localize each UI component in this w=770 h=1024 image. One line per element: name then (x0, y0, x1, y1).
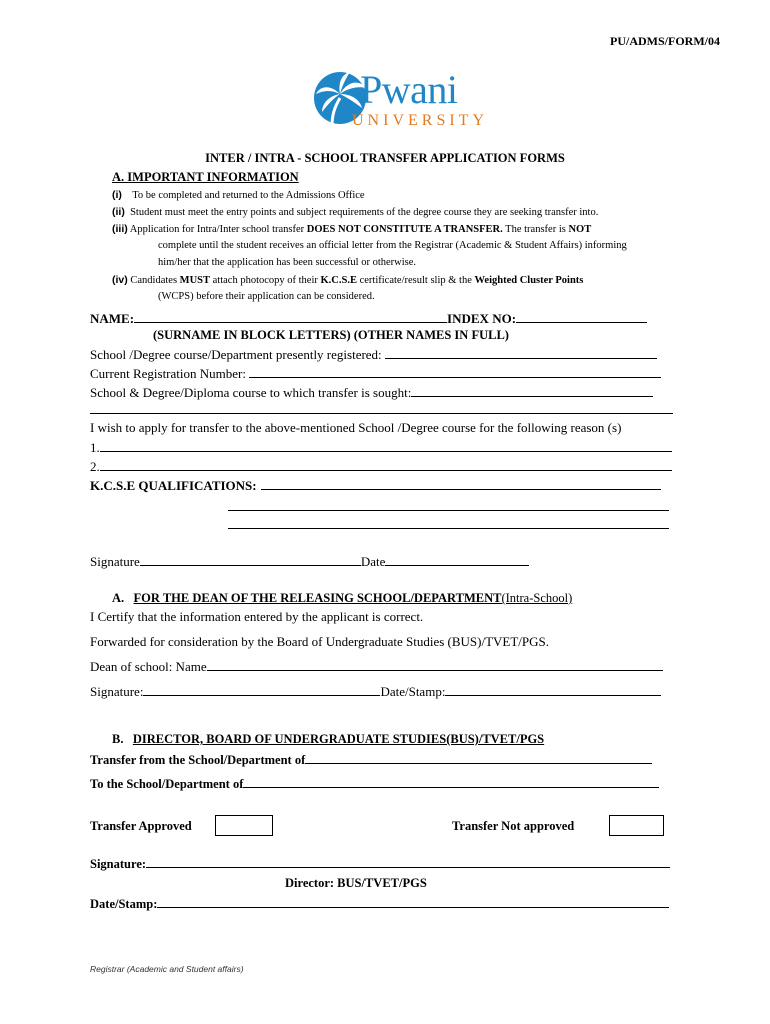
reason-number: 1. (90, 440, 100, 455)
reason-number: 2. (90, 459, 100, 474)
director-signature-label: Signature: (90, 857, 147, 871)
info-item-emphasis: Weighted Cluster Points (474, 275, 584, 286)
director-heading-number: B. (112, 732, 124, 746)
name-row (90, 310, 647, 327)
target-school-field-2[interactable] (90, 401, 673, 414)
reason-row-2 (90, 458, 672, 475)
target-school-row (90, 384, 653, 401)
info-item-text: certificate/result slip & the (356, 275, 475, 286)
university-logo (312, 64, 508, 134)
applicant-date-field[interactable] (385, 553, 529, 566)
important-info-heading: A. IMPORTANT INFORMATION (112, 170, 299, 184)
dean-signature-field[interactable] (143, 683, 380, 696)
director-heading-text: DIRECTOR, BOARD OF UNDERGRADUATE STUDIES(BUS)/TVET/PGS (132, 732, 545, 746)
dean-heading-number: A. (112, 591, 125, 605)
logo-name: Pwani (360, 67, 458, 112)
info-item-emphasis: MUST (179, 275, 210, 286)
dean-date-stamp-label: Date/Stamp: (380, 684, 446, 699)
info-item-3-line3: him/her that the application has been successful or otherwise. (158, 257, 417, 268)
dean-name-label: Dean of school: Name (90, 659, 207, 674)
transfer-not-approved-checkbox[interactable] (609, 815, 664, 836)
current-school-field[interactable] (385, 346, 657, 359)
date-label: Date (360, 554, 386, 569)
signature-label: Signature (90, 554, 140, 569)
dean-forwarded: Forwarded for consideration by the Board of Undergraduate Studies (BUS)/TVET/PGS. (90, 634, 550, 649)
info-item-number: (ii) (112, 206, 125, 218)
info-item-emphasis: DOES NOT CONSTITUTE A TRANSFER. (306, 224, 503, 235)
transfer-approved-checkbox[interactable] (215, 815, 273, 836)
applicant-signature-field[interactable] (140, 553, 361, 566)
info-item-number: (iv) (112, 274, 128, 286)
kcse-field-1[interactable] (261, 477, 661, 490)
dean-name-row (90, 658, 663, 675)
info-item-4-line2: (WCPS) before their application can be considered. (158, 291, 375, 302)
info-item-text: Candidates (130, 275, 180, 286)
registration-field[interactable] (249, 365, 661, 378)
form-code: PU/ADMS/FORM/04 (610, 34, 720, 48)
kcse-row-2 (228, 498, 669, 515)
reason-field-2[interactable] (100, 458, 672, 471)
reason-row-1 (90, 439, 672, 456)
info-item-3 (112, 223, 591, 235)
logo-subtitle: UNIVERSITY (352, 112, 488, 129)
info-item-1 (112, 189, 365, 201)
kcse-row (90, 477, 661, 494)
info-item-number: (iii) (112, 223, 128, 235)
reason-intro: I wish to apply for transfer to the above-mentioned School /Degree course for the following reason (s) (90, 420, 622, 435)
kcse-field-2[interactable] (228, 498, 669, 511)
dean-heading-suffix: (Intra-School) (501, 591, 573, 605)
index-field[interactable] (516, 310, 647, 323)
director-signature-row (90, 855, 670, 872)
director-date-stamp-label: Date/Stamp: (90, 897, 158, 911)
info-item-text: The transfer is (502, 224, 569, 235)
transfer-from-field[interactable] (305, 751, 652, 764)
info-item-emphasis: K.C.S.E (320, 275, 357, 286)
dean-heading-text: FOR THE DEAN OF THE RELEASING SCHOOL/DEPARTMENT (133, 591, 502, 605)
info-item-2 (112, 206, 598, 218)
footer-text: Registrar (Academic and Student affairs) (90, 964, 244, 974)
current-school-label: School /Degree course/Department presently registered: (90, 347, 382, 362)
info-item-3-line2: complete until the student receives an official letter from the Registrar (Academic & Student Affairs) informing (158, 240, 627, 251)
dean-signature-row (90, 683, 661, 700)
transfer-to-label: To the School/Department of (90, 777, 244, 791)
target-school-label: School & Degree/Diploma course to which transfer is sought: (90, 385, 412, 400)
info-item-text: Application for Intra/Inter school transfer (129, 224, 307, 235)
name-hint: (SURNAME IN BLOCK LETTERS) (OTHER NAMES IN FULL) (153, 328, 509, 342)
transfer-from-label: Transfer from the School/Department of (90, 753, 306, 767)
name-label: NAME: (90, 311, 135, 326)
info-item-text: To be completed and returned to the Admissions Office (132, 190, 365, 201)
info-item-4 (112, 274, 583, 286)
director-date-stamp-field[interactable] (157, 895, 669, 908)
transfer-not-approved-label: Transfer Not approved (452, 819, 575, 833)
target-school-field[interactable] (411, 384, 653, 397)
index-label: INDEX NO: (447, 311, 517, 326)
applicant-signature-row (90, 553, 529, 570)
registration-row (90, 365, 661, 382)
director-heading (112, 732, 544, 747)
form-title: INTER / INTRA - SCHOOL TRANSFER APPLICATION FORMS (205, 151, 565, 165)
transfer-to-field[interactable] (243, 775, 659, 788)
info-item-emphasis: NOT (568, 224, 592, 235)
director-title: Director: BUS/TVET/PGS (285, 876, 427, 890)
dean-certify: I Certify that the information entered by the applicant is correct. (90, 609, 424, 624)
name-field[interactable] (134, 310, 447, 323)
director-signature-field[interactable] (146, 855, 670, 868)
target-school-row-2 (90, 401, 673, 418)
dean-date-stamp-field[interactable] (445, 683, 661, 696)
transfer-approved-label: Transfer Approved (90, 819, 192, 833)
info-item-number: (i) (112, 189, 122, 201)
director-date-stamp-row (90, 895, 669, 912)
info-item-text: attach photocopy of their (210, 275, 321, 286)
kcse-label: K.C.S.E QUALIFICATIONS: (90, 478, 257, 493)
transfer-from-row (90, 751, 652, 768)
transfer-to-row (90, 775, 659, 792)
dean-name-field[interactable] (207, 658, 663, 671)
current-school-row (90, 346, 657, 363)
reason-field-1[interactable] (100, 439, 672, 452)
info-item-text: Student must meet the entry points and subject requirements of the degree course they are seeking transfer into. (130, 207, 599, 218)
kcse-field-3[interactable] (228, 516, 669, 529)
kcse-row-3 (228, 516, 669, 533)
registration-label: Current Registration Number: (90, 366, 246, 381)
dean-heading (112, 591, 572, 606)
dean-signature-label: Signature: (90, 684, 144, 699)
